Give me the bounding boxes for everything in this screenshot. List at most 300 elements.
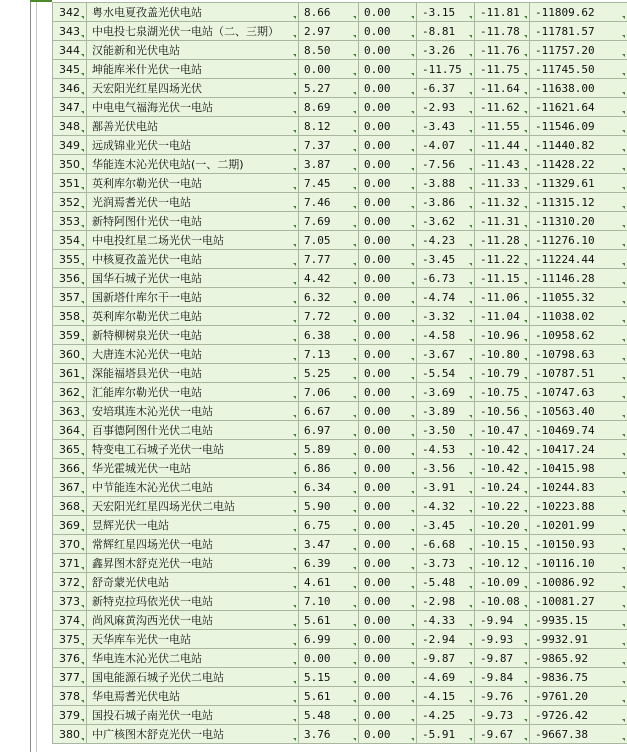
table-row[interactable] bbox=[53, 421, 627, 440]
value-col-3-cell[interactable]: 0.00 bbox=[299, 649, 359, 668]
value-col-5-cell[interactable]: -3.62 bbox=[417, 212, 475, 231]
value-col-6-cell[interactable]: -10.22 bbox=[475, 497, 530, 516]
value-col-5-cell[interactable]: -3.56 bbox=[417, 459, 475, 478]
station-name-cell[interactable]: 英利库尔勒光伏二电站 bbox=[87, 307, 299, 326]
value-col-4-cell[interactable]: 0.00 bbox=[359, 440, 417, 459]
value-col-5-cell[interactable]: -3.86 bbox=[417, 193, 475, 212]
row-index-cell[interactable]: 372 bbox=[53, 573, 87, 592]
value-col-6-cell[interactable]: -11.31 bbox=[475, 212, 530, 231]
value-col-5-cell[interactable]: -4.25 bbox=[417, 706, 475, 725]
value-col-3-cell[interactable]: 7.37 bbox=[299, 136, 359, 155]
value-col-4-cell[interactable]: 0.00 bbox=[359, 592, 417, 611]
station-name-cell[interactable]: 汇能库尔勒光伏一电站 bbox=[87, 383, 299, 402]
value-col-3-cell[interactable]: 5.61 bbox=[299, 611, 359, 630]
value-col-7-cell[interactable]: -9761.20 bbox=[530, 687, 627, 706]
value-col-4-cell[interactable]: 0.00 bbox=[359, 402, 417, 421]
value-col-6-cell[interactable]: -10.42 bbox=[475, 459, 530, 478]
value-col-3-cell[interactable]: 6.39 bbox=[299, 554, 359, 573]
station-name-cell[interactable]: 华电焉耆光伏电站 bbox=[87, 687, 299, 706]
value-col-6-cell[interactable]: -11.55 bbox=[475, 117, 530, 136]
value-col-5-cell[interactable]: -4.69 bbox=[417, 668, 475, 687]
table-row[interactable] bbox=[53, 725, 627, 744]
value-col-6-cell[interactable]: -10.15 bbox=[475, 535, 530, 554]
station-name-cell[interactable]: 百事德阿图什光伏二电站 bbox=[87, 421, 299, 440]
value-col-5-cell[interactable]: -5.54 bbox=[417, 364, 475, 383]
table-row[interactable] bbox=[53, 231, 627, 250]
table-row[interactable] bbox=[53, 516, 627, 535]
table-row[interactable] bbox=[53, 269, 627, 288]
value-col-6-cell[interactable]: -11.78 bbox=[475, 22, 530, 41]
table-row[interactable] bbox=[53, 117, 627, 136]
station-name-cell[interactable]: 新特柳树泉光伏一电站 bbox=[87, 326, 299, 345]
value-col-7-cell[interactable]: -10116.10 bbox=[530, 554, 627, 573]
value-col-3-cell[interactable]: 6.86 bbox=[299, 459, 359, 478]
value-col-3-cell[interactable]: 0.00 bbox=[299, 60, 359, 79]
table-row[interactable] bbox=[53, 79, 627, 98]
value-col-4-cell[interactable]: 0.00 bbox=[359, 668, 417, 687]
table-row[interactable] bbox=[53, 668, 627, 687]
station-name-cell[interactable]: 新特阿图什光伏一电站 bbox=[87, 212, 299, 231]
value-col-5-cell[interactable]: -3.26 bbox=[417, 41, 475, 60]
value-col-4-cell[interactable]: 0.00 bbox=[359, 41, 417, 60]
row-index-cell[interactable]: 371 bbox=[53, 554, 87, 573]
value-col-6-cell[interactable]: -11.43 bbox=[475, 155, 530, 174]
value-col-4-cell[interactable]: 0.00 bbox=[359, 630, 417, 649]
table-row[interactable] bbox=[53, 212, 627, 231]
value-col-4-cell[interactable]: 0.00 bbox=[359, 345, 417, 364]
value-col-5-cell[interactable]: -3.45 bbox=[417, 250, 475, 269]
value-col-5-cell[interactable]: -3.43 bbox=[417, 117, 475, 136]
value-col-6-cell[interactable]: -10.80 bbox=[475, 345, 530, 364]
station-name-cell[interactable]: 舒奇蒙光伏电站 bbox=[87, 573, 299, 592]
station-name-cell[interactable]: 坤能库米什光伏一电站 bbox=[87, 60, 299, 79]
value-col-3-cell[interactable]: 2.97 bbox=[299, 22, 359, 41]
value-col-3-cell[interactable]: 6.38 bbox=[299, 326, 359, 345]
row-index-cell[interactable]: 359 bbox=[53, 326, 87, 345]
value-col-7-cell[interactable]: -10201.99 bbox=[530, 516, 627, 535]
value-col-7-cell[interactable]: -10415.98 bbox=[530, 459, 627, 478]
station-name-cell[interactable]: 国新塔什库尔干一电站 bbox=[87, 288, 299, 307]
value-col-5-cell[interactable]: -4.53 bbox=[417, 440, 475, 459]
value-col-7-cell[interactable]: -10081.27 bbox=[530, 592, 627, 611]
value-col-7-cell[interactable]: -10469.74 bbox=[530, 421, 627, 440]
station-name-cell[interactable]: 中广核图木舒克光伏一电站 bbox=[87, 725, 299, 744]
table-row[interactable] bbox=[53, 535, 627, 554]
value-col-5-cell[interactable]: -11.75 bbox=[417, 60, 475, 79]
value-col-3-cell[interactable]: 7.72 bbox=[299, 307, 359, 326]
value-col-6-cell[interactable]: -10.79 bbox=[475, 364, 530, 383]
value-col-3-cell[interactable]: 3.87 bbox=[299, 155, 359, 174]
row-index-cell[interactable]: 343 bbox=[53, 22, 87, 41]
value-col-5-cell[interactable]: -3.73 bbox=[417, 554, 475, 573]
row-index-cell[interactable]: 357 bbox=[53, 288, 87, 307]
value-col-7-cell[interactable]: -10223.88 bbox=[530, 497, 627, 516]
value-col-6-cell[interactable]: -10.12 bbox=[475, 554, 530, 573]
station-name-cell[interactable]: 新特克拉玛依光伏一电站 bbox=[87, 592, 299, 611]
value-col-5-cell[interactable]: -3.69 bbox=[417, 383, 475, 402]
value-col-6-cell[interactable]: -10.20 bbox=[475, 516, 530, 535]
value-col-4-cell[interactable]: 0.00 bbox=[359, 193, 417, 212]
value-col-6-cell[interactable]: -9.94 bbox=[475, 611, 530, 630]
row-index-cell[interactable]: 362 bbox=[53, 383, 87, 402]
table-row[interactable] bbox=[53, 573, 627, 592]
value-col-4-cell[interactable]: 0.00 bbox=[359, 174, 417, 193]
value-col-7-cell[interactable]: -11224.44 bbox=[530, 250, 627, 269]
row-index-cell[interactable]: 346 bbox=[53, 79, 87, 98]
value-col-3-cell[interactable]: 6.99 bbox=[299, 630, 359, 649]
value-col-4-cell[interactable]: 0.00 bbox=[359, 231, 417, 250]
value-col-7-cell[interactable]: -9865.92 bbox=[530, 649, 627, 668]
value-col-3-cell[interactable]: 7.05 bbox=[299, 231, 359, 250]
row-index-cell[interactable]: 380 bbox=[53, 725, 87, 744]
value-col-7-cell[interactable]: -11310.20 bbox=[530, 212, 627, 231]
row-index-cell[interactable]: 365 bbox=[53, 440, 87, 459]
row-index-cell[interactable]: 349 bbox=[53, 136, 87, 155]
value-col-7-cell[interactable]: -11428.22 bbox=[530, 155, 627, 174]
table-row[interactable] bbox=[53, 630, 627, 649]
value-col-3-cell[interactable]: 6.67 bbox=[299, 402, 359, 421]
value-col-5-cell[interactable]: -4.74 bbox=[417, 288, 475, 307]
value-col-5-cell[interactable]: -4.07 bbox=[417, 136, 475, 155]
value-col-5-cell[interactable]: -4.23 bbox=[417, 231, 475, 250]
value-col-6-cell[interactable]: -9.87 bbox=[475, 649, 530, 668]
station-name-cell[interactable]: 国电能源石城子光伏二电站 bbox=[87, 668, 299, 687]
station-name-cell[interactable]: 中电电气福海光伏一电站 bbox=[87, 98, 299, 117]
value-col-6-cell[interactable]: -11.22 bbox=[475, 250, 530, 269]
value-col-3-cell[interactable]: 7.45 bbox=[299, 174, 359, 193]
value-col-6-cell[interactable]: -10.42 bbox=[475, 440, 530, 459]
value-col-7-cell[interactable]: -11757.20 bbox=[530, 41, 627, 60]
value-col-3-cell[interactable]: 5.61 bbox=[299, 687, 359, 706]
row-index-cell[interactable]: 358 bbox=[53, 307, 87, 326]
value-col-7-cell[interactable]: -11781.57 bbox=[530, 22, 627, 41]
row-index-cell[interactable]: 378 bbox=[53, 687, 87, 706]
value-col-4-cell[interactable]: 0.00 bbox=[359, 516, 417, 535]
value-col-6-cell[interactable]: -10.75 bbox=[475, 383, 530, 402]
row-index-cell[interactable]: 377 bbox=[53, 668, 87, 687]
value-col-3-cell[interactable]: 4.61 bbox=[299, 573, 359, 592]
value-col-6-cell[interactable]: -11.32 bbox=[475, 193, 530, 212]
value-col-5-cell[interactable]: -5.91 bbox=[417, 725, 475, 744]
row-index-cell[interactable]: 344 bbox=[53, 41, 87, 60]
value-col-4-cell[interactable]: 0.00 bbox=[359, 155, 417, 174]
value-col-4-cell[interactable]: 0.00 bbox=[359, 269, 417, 288]
value-col-4-cell[interactable]: 0.00 bbox=[359, 478, 417, 497]
value-col-5-cell[interactable]: -7.56 bbox=[417, 155, 475, 174]
value-col-6-cell[interactable]: -11.06 bbox=[475, 288, 530, 307]
value-col-4-cell[interactable]: 0.00 bbox=[359, 117, 417, 136]
table-row[interactable] bbox=[53, 250, 627, 269]
station-name-cell[interactable]: 鄯善光伏电站 bbox=[87, 117, 299, 136]
value-col-3-cell[interactable]: 8.50 bbox=[299, 41, 359, 60]
row-index-cell[interactable]: 348 bbox=[53, 117, 87, 136]
value-col-5-cell[interactable]: -6.37 bbox=[417, 79, 475, 98]
value-col-3-cell[interactable]: 5.90 bbox=[299, 497, 359, 516]
value-col-6-cell[interactable]: -11.75 bbox=[475, 60, 530, 79]
value-col-4-cell[interactable]: 0.00 bbox=[359, 611, 417, 630]
value-col-3-cell[interactable]: 6.32 bbox=[299, 288, 359, 307]
table-row[interactable] bbox=[53, 402, 627, 421]
table-row[interactable] bbox=[53, 307, 627, 326]
value-col-6-cell[interactable]: -10.47 bbox=[475, 421, 530, 440]
table-row[interactable] bbox=[53, 649, 627, 668]
value-col-7-cell[interactable]: -10787.51 bbox=[530, 364, 627, 383]
value-col-4-cell[interactable]: 0.00 bbox=[359, 307, 417, 326]
row-index-cell[interactable]: 370 bbox=[53, 535, 87, 554]
value-col-7-cell[interactable]: -11440.82 bbox=[530, 136, 627, 155]
value-col-5-cell[interactable]: -4.33 bbox=[417, 611, 475, 630]
value-col-6-cell[interactable]: -11.76 bbox=[475, 41, 530, 60]
value-col-3-cell[interactable]: 7.69 bbox=[299, 212, 359, 231]
station-name-cell[interactable]: 汉能新和光伏电站 bbox=[87, 41, 299, 60]
value-col-5-cell[interactable]: -4.15 bbox=[417, 687, 475, 706]
table-row[interactable] bbox=[53, 3, 627, 22]
value-col-4-cell[interactable]: 0.00 bbox=[359, 60, 417, 79]
value-col-5-cell[interactable]: -2.94 bbox=[417, 630, 475, 649]
value-col-4-cell[interactable]: 0.00 bbox=[359, 212, 417, 231]
table-row[interactable] bbox=[53, 60, 627, 79]
table-row[interactable] bbox=[53, 41, 627, 60]
table-row[interactable] bbox=[53, 326, 627, 345]
value-col-6-cell[interactable]: -11.62 bbox=[475, 98, 530, 117]
value-col-7-cell[interactable]: -10798.63 bbox=[530, 345, 627, 364]
row-index-cell[interactable]: 375 bbox=[53, 630, 87, 649]
station-name-cell[interactable]: 鑫昇图木舒克光伏一电站 bbox=[87, 554, 299, 573]
value-col-6-cell[interactable]: -10.09 bbox=[475, 573, 530, 592]
value-col-5-cell[interactable]: -6.73 bbox=[417, 269, 475, 288]
value-col-7-cell[interactable]: -9667.38 bbox=[530, 725, 627, 744]
row-index-cell[interactable]: 366 bbox=[53, 459, 87, 478]
value-col-6-cell[interactable]: -11.15 bbox=[475, 269, 530, 288]
value-col-3-cell[interactable]: 5.15 bbox=[299, 668, 359, 687]
table-row[interactable] bbox=[53, 687, 627, 706]
value-col-5-cell[interactable]: -2.98 bbox=[417, 592, 475, 611]
row-index-cell[interactable]: 350 bbox=[53, 155, 87, 174]
value-col-7-cell[interactable]: -9935.15 bbox=[530, 611, 627, 630]
value-col-4-cell[interactable]: 0.00 bbox=[359, 364, 417, 383]
value-col-4-cell[interactable]: 0.00 bbox=[359, 706, 417, 725]
station-name-cell[interactable]: 光润焉耆光伏一电站 bbox=[87, 193, 299, 212]
station-name-cell[interactable]: 英利库尔勒光伏一电站 bbox=[87, 174, 299, 193]
table-row[interactable] bbox=[53, 193, 627, 212]
row-index-cell[interactable]: 345 bbox=[53, 60, 87, 79]
value-col-3-cell[interactable]: 7.46 bbox=[299, 193, 359, 212]
value-col-7-cell[interactable]: -11276.10 bbox=[530, 231, 627, 250]
value-col-5-cell[interactable]: -3.32 bbox=[417, 307, 475, 326]
value-col-3-cell[interactable]: 4.42 bbox=[299, 269, 359, 288]
station-name-cell[interactable]: 天宏阳光红星四场光伏 bbox=[87, 79, 299, 98]
station-name-cell[interactable]: 常辉红星四场光伏一电站 bbox=[87, 535, 299, 554]
table-row[interactable] bbox=[53, 383, 627, 402]
value-col-6-cell[interactable]: -11.44 bbox=[475, 136, 530, 155]
value-col-6-cell[interactable]: -9.73 bbox=[475, 706, 530, 725]
station-name-cell[interactable]: 中节能连木沁光伏二电站 bbox=[87, 478, 299, 497]
station-name-cell[interactable]: 国投石城子南光伏一电站 bbox=[87, 706, 299, 725]
value-col-4-cell[interactable]: 0.00 bbox=[359, 98, 417, 117]
value-col-7-cell[interactable]: -11745.50 bbox=[530, 60, 627, 79]
value-col-7-cell[interactable]: -9836.75 bbox=[530, 668, 627, 687]
value-col-6-cell[interactable]: -11.04 bbox=[475, 307, 530, 326]
table-row[interactable] bbox=[53, 440, 627, 459]
station-name-cell[interactable]: 粤水电夏孜盖光伏电站 bbox=[87, 3, 299, 22]
row-index-cell[interactable]: 354 bbox=[53, 231, 87, 250]
value-col-4-cell[interactable]: 0.00 bbox=[359, 421, 417, 440]
value-col-7-cell[interactable]: -10150.93 bbox=[530, 535, 627, 554]
table-row[interactable] bbox=[53, 554, 627, 573]
station-name-cell[interactable]: 天华库车光伏一电站 bbox=[87, 630, 299, 649]
value-col-5-cell[interactable]: -3.67 bbox=[417, 345, 475, 364]
value-col-7-cell[interactable]: -10563.40 bbox=[530, 402, 627, 421]
row-index-cell[interactable]: 360 bbox=[53, 345, 87, 364]
table-row[interactable] bbox=[53, 592, 627, 611]
value-col-7-cell[interactable]: -10747.63 bbox=[530, 383, 627, 402]
value-col-6-cell[interactable]: -10.96 bbox=[475, 326, 530, 345]
value-col-5-cell[interactable]: -4.58 bbox=[417, 326, 475, 345]
station-name-cell[interactable]: 中核夏孜盖光伏一电站 bbox=[87, 250, 299, 269]
table-row[interactable] bbox=[53, 98, 627, 117]
station-name-cell[interactable]: 华光霍城光伏一电站 bbox=[87, 459, 299, 478]
value-col-6-cell[interactable]: -9.67 bbox=[475, 725, 530, 744]
station-name-cell[interactable]: 华能连木沁光伏电站(一、二期) bbox=[87, 155, 299, 174]
value-col-6-cell[interactable]: -10.56 bbox=[475, 402, 530, 421]
row-index-cell[interactable]: 363 bbox=[53, 402, 87, 421]
value-col-7-cell[interactable]: -10958.62 bbox=[530, 326, 627, 345]
value-col-5-cell[interactable]: -3.91 bbox=[417, 478, 475, 497]
value-col-7-cell[interactable]: -11055.32 bbox=[530, 288, 627, 307]
row-index-cell[interactable]: 351 bbox=[53, 174, 87, 193]
station-name-cell[interactable]: 大唐连木沁光伏一电站 bbox=[87, 345, 299, 364]
value-col-4-cell[interactable]: 0.00 bbox=[359, 383, 417, 402]
value-col-7-cell[interactable]: -9932.91 bbox=[530, 630, 627, 649]
value-col-7-cell[interactable]: -9726.42 bbox=[530, 706, 627, 725]
value-col-7-cell[interactable]: -11638.00 bbox=[530, 79, 627, 98]
row-index-cell[interactable]: 376 bbox=[53, 649, 87, 668]
value-col-3-cell[interactable]: 7.77 bbox=[299, 250, 359, 269]
value-col-4-cell[interactable]: 0.00 bbox=[359, 535, 417, 554]
station-name-cell[interactable]: 尚风麻黄沟西光伏一电站 bbox=[87, 611, 299, 630]
table-row[interactable] bbox=[53, 706, 627, 725]
table-row[interactable] bbox=[53, 459, 627, 478]
value-col-3-cell[interactable]: 8.66 bbox=[299, 3, 359, 22]
station-name-cell[interactable]: 深能福塔县光伏一电站 bbox=[87, 364, 299, 383]
table-row[interactable] bbox=[53, 478, 627, 497]
value-col-7-cell[interactable]: -10086.92 bbox=[530, 573, 627, 592]
value-col-6-cell[interactable]: -11.28 bbox=[475, 231, 530, 250]
value-col-5-cell[interactable]: -3.15 bbox=[417, 3, 475, 22]
station-name-cell[interactable]: 中电投七泉湖光伏一电站（二、三期） bbox=[87, 22, 299, 41]
table-row[interactable] bbox=[53, 22, 627, 41]
table-row[interactable] bbox=[53, 136, 627, 155]
table-row[interactable] bbox=[53, 364, 627, 383]
row-index-cell[interactable]: 369 bbox=[53, 516, 87, 535]
value-col-3-cell[interactable]: 6.34 bbox=[299, 478, 359, 497]
row-index-cell[interactable]: 361 bbox=[53, 364, 87, 383]
value-col-7-cell[interactable]: -11809.62 bbox=[530, 3, 627, 22]
row-index-cell[interactable]: 379 bbox=[53, 706, 87, 725]
value-col-3-cell[interactable]: 5.27 bbox=[299, 79, 359, 98]
value-col-6-cell[interactable]: -9.76 bbox=[475, 687, 530, 706]
row-index-cell[interactable]: 368 bbox=[53, 497, 87, 516]
row-index-cell[interactable]: 374 bbox=[53, 611, 87, 630]
station-name-cell[interactable]: 国华石城子光伏一电站 bbox=[87, 269, 299, 288]
value-col-6-cell[interactable]: -11.81 bbox=[475, 3, 530, 22]
row-index-cell[interactable]: 364 bbox=[53, 421, 87, 440]
station-name-cell[interactable]: 天宏阳光红星四场光伏二电站 bbox=[87, 497, 299, 516]
value-col-7-cell[interactable]: -11038.02 bbox=[530, 307, 627, 326]
value-col-4-cell[interactable]: 0.00 bbox=[359, 573, 417, 592]
row-index-cell[interactable]: 353 bbox=[53, 212, 87, 231]
value-col-6-cell[interactable]: -10.24 bbox=[475, 478, 530, 497]
value-col-5-cell[interactable]: -2.93 bbox=[417, 98, 475, 117]
value-col-4-cell[interactable]: 0.00 bbox=[359, 3, 417, 22]
value-col-4-cell[interactable]: 0.00 bbox=[359, 288, 417, 307]
value-col-4-cell[interactable]: 0.00 bbox=[359, 554, 417, 573]
value-col-5-cell[interactable]: -4.32 bbox=[417, 497, 475, 516]
row-index-cell[interactable]: 373 bbox=[53, 592, 87, 611]
value-col-7-cell[interactable]: -11546.09 bbox=[530, 117, 627, 136]
value-col-7-cell[interactable]: -11315.12 bbox=[530, 193, 627, 212]
value-col-7-cell[interactable]: -11621.64 bbox=[530, 98, 627, 117]
row-index-cell[interactable]: 352 bbox=[53, 193, 87, 212]
value-col-4-cell[interactable]: 0.00 bbox=[359, 22, 417, 41]
value-col-4-cell[interactable]: 0.00 bbox=[359, 326, 417, 345]
value-col-4-cell[interactable]: 0.00 bbox=[359, 136, 417, 155]
row-index-cell[interactable]: 355 bbox=[53, 250, 87, 269]
station-name-cell[interactable]: 远成锦业光伏一电站 bbox=[87, 136, 299, 155]
value-col-5-cell[interactable]: -8.81 bbox=[417, 22, 475, 41]
value-col-6-cell[interactable]: -9.93 bbox=[475, 630, 530, 649]
value-col-3-cell[interactable]: 5.48 bbox=[299, 706, 359, 725]
value-col-4-cell[interactable]: 0.00 bbox=[359, 250, 417, 269]
value-col-5-cell[interactable]: -9.87 bbox=[417, 649, 475, 668]
row-index-cell[interactable]: 342 bbox=[53, 3, 87, 22]
value-col-3-cell[interactable]: 8.12 bbox=[299, 117, 359, 136]
value-col-7-cell[interactable]: -10417.24 bbox=[530, 440, 627, 459]
table-row[interactable] bbox=[53, 155, 627, 174]
value-col-5-cell[interactable]: -3.89 bbox=[417, 402, 475, 421]
station-name-cell[interactable]: 特变电工石城子光伏一电站 bbox=[87, 440, 299, 459]
value-col-5-cell[interactable]: -6.68 bbox=[417, 535, 475, 554]
value-col-3-cell[interactable]: 8.69 bbox=[299, 98, 359, 117]
value-col-3-cell[interactable]: 5.89 bbox=[299, 440, 359, 459]
station-name-cell[interactable]: 安培琪连木沁光伏一电站 bbox=[87, 402, 299, 421]
value-col-7-cell[interactable]: -10244.83 bbox=[530, 478, 627, 497]
table-row[interactable] bbox=[53, 345, 627, 364]
value-col-5-cell[interactable]: -3.88 bbox=[417, 174, 475, 193]
value-col-3-cell[interactable]: 3.76 bbox=[299, 725, 359, 744]
table-row[interactable] bbox=[53, 497, 627, 516]
row-index-cell[interactable]: 347 bbox=[53, 98, 87, 117]
value-col-5-cell[interactable]: -5.48 bbox=[417, 573, 475, 592]
value-col-6-cell[interactable]: -11.64 bbox=[475, 79, 530, 98]
value-col-4-cell[interactable]: 0.00 bbox=[359, 79, 417, 98]
value-col-6-cell[interactable]: -10.08 bbox=[475, 592, 530, 611]
value-col-4-cell[interactable]: 0.00 bbox=[359, 459, 417, 478]
value-col-3-cell[interactable]: 7.10 bbox=[299, 592, 359, 611]
station-name-cell[interactable]: 昱辉光伏一电站 bbox=[87, 516, 299, 535]
value-col-5-cell[interactable]: -3.50 bbox=[417, 421, 475, 440]
value-col-3-cell[interactable]: 7.06 bbox=[299, 383, 359, 402]
value-col-3-cell[interactable]: 6.97 bbox=[299, 421, 359, 440]
value-col-6-cell[interactable]: -9.84 bbox=[475, 668, 530, 687]
value-col-7-cell[interactable]: -11146.28 bbox=[530, 269, 627, 288]
value-col-4-cell[interactable]: 0.00 bbox=[359, 497, 417, 516]
value-col-3-cell[interactable]: 7.13 bbox=[299, 345, 359, 364]
value-col-5-cell[interactable]: -3.45 bbox=[417, 516, 475, 535]
value-col-4-cell[interactable]: 0.00 bbox=[359, 725, 417, 744]
station-name-cell[interactable]: 中电投红星二场光伏一电站 bbox=[87, 231, 299, 250]
table-row[interactable] bbox=[53, 288, 627, 307]
